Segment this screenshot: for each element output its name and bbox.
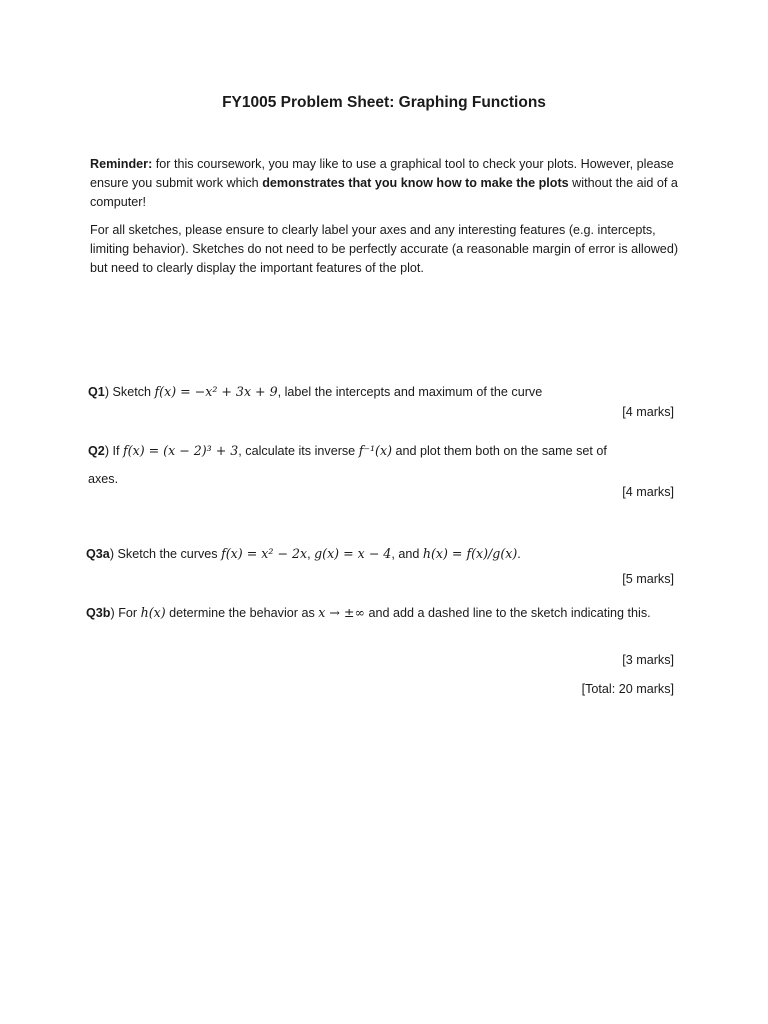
question-q1: [88, 382, 542, 402]
q3a-marks: [5 marks]: [622, 572, 674, 586]
q2-text-b: , calculate its inverse: [238, 444, 359, 458]
reminder-bold-text: demonstrates that you know how to make the plots: [262, 176, 569, 190]
question-q3b: [86, 603, 651, 623]
q1-text-a: ) Sketch: [104, 385, 155, 399]
q2-formula: f(x) = (x − 2)³ + 3: [123, 443, 239, 458]
q3a-sep-1: ,: [307, 547, 315, 561]
q3b-text-c: and add a dashed line to the sketch indicating this.: [364, 606, 651, 620]
q3b-h: h(x): [140, 605, 166, 620]
q2-continuation: axes.: [88, 472, 119, 486]
reminder-paragraph: [90, 155, 686, 212]
q3b-marks: [3 marks]: [622, 653, 674, 667]
q3b-text-b: determine the behavior as: [165, 606, 319, 620]
total-marks: [Total: 20 marks]: [581, 682, 674, 696]
q2-marks: [4 marks]: [622, 485, 674, 499]
q3a-h-formula: h(x) = f(x)/g(x): [422, 546, 518, 561]
q3a-text-a: ) Sketch the curves: [109, 547, 222, 561]
page-title: FY1005 Problem Sheet: Graphing Functions: [222, 94, 546, 111]
reminder-text-2: without the aid of a computer!: [90, 176, 678, 209]
q2-number: Q2: [88, 444, 105, 458]
question-q2: [88, 441, 607, 461]
q1-marks: [4 marks]: [622, 405, 674, 419]
q1-formula: f(x) = −x² + 3x + 9: [154, 384, 278, 399]
q3a-number: Q3a: [86, 547, 110, 561]
reminder-text-1: for this coursework, you may like to use a graphical tool to check your plots. However, please ensure you submit work which: [90, 157, 674, 190]
reminder-label: Reminder:: [90, 157, 153, 171]
q3b-text-a: ) For: [110, 606, 141, 620]
q3a-end: .: [517, 547, 521, 561]
q2-inverse: f⁻¹(x): [358, 443, 392, 458]
q3b-number: Q3b: [86, 606, 111, 620]
q1-number: Q1: [88, 385, 105, 399]
q2-text-c: and plot them both on the same set of: [392, 444, 607, 458]
q1-text-b: , label the intercepts and maximum of the curve: [277, 385, 543, 399]
q2-text-a: ) If: [104, 444, 124, 458]
question-q3a: [86, 544, 521, 564]
q3a-g-formula: g(x) = x − 4: [314, 546, 392, 561]
q3a-sep-2: , and: [391, 547, 423, 561]
q3b-limit: x → ±∞: [318, 605, 365, 620]
q3a-f-formula: f(x) = x² − 2x: [221, 546, 308, 561]
instructions-paragraph: For all sketches, please ensure to clearly label your axes and any interesting features (e.g. intercepts, limiting behavior). Sketches do not need to be perfectly accurate (a reasonable margin of error is allowed) but need to clearly display the important features of the plot.: [90, 223, 679, 275]
